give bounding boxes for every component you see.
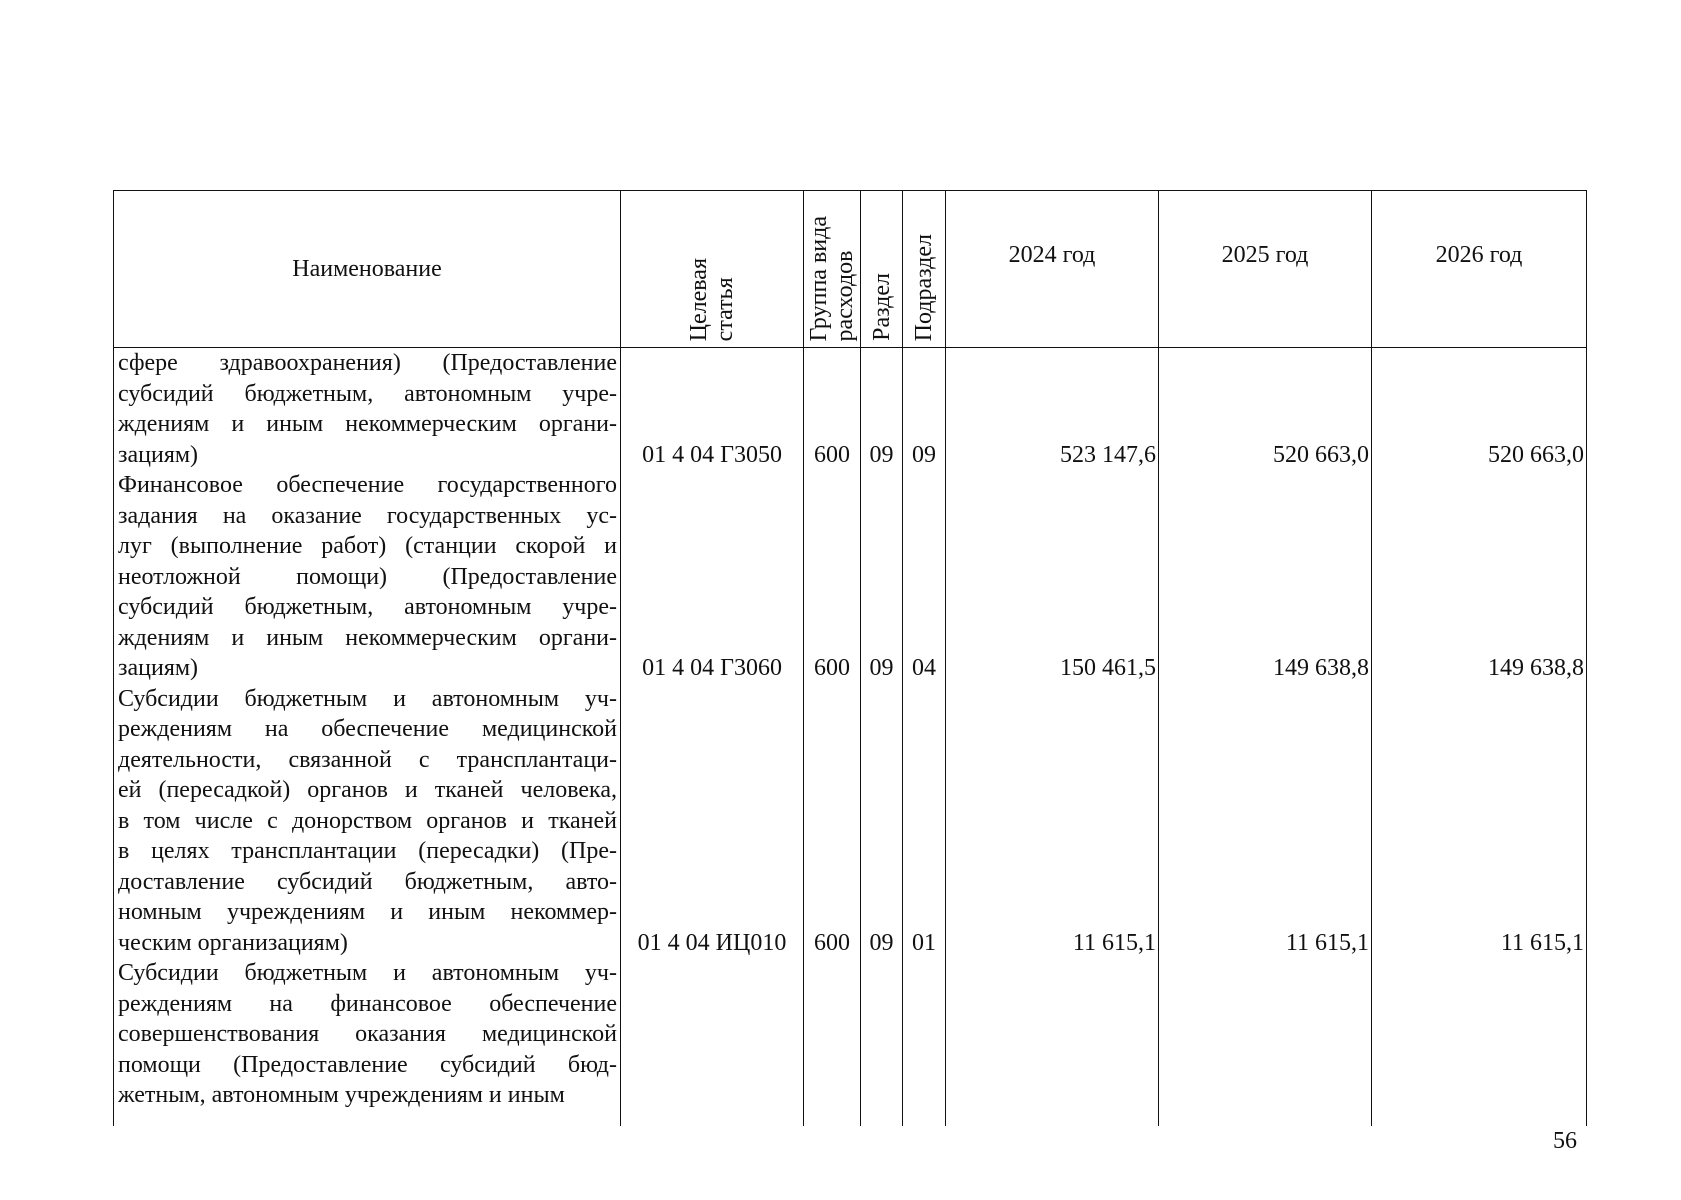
row-name-line: ждениям и иным некоммерческим органи- [118,624,617,651]
row-name-line: субсидий бюджетным, автономным учре- [118,594,617,620]
header-expense-group-line2: расходов [832,250,858,341]
row-expense-group [804,958,861,1126]
row-name-cell [114,348,621,471]
table-header-row [114,191,1587,348]
budget-table [113,190,1587,1126]
row-subsection: 09 [903,348,946,471]
row-section [861,958,903,1126]
row-value-2026: 149 638,8 [1372,470,1587,684]
header-section [861,191,903,348]
row-name-cell [114,684,621,959]
page-number: 56 [1553,1128,1577,1154]
row-value-2026 [1372,958,1587,1126]
row-name-line: реждениям на финансовое обеспечение [118,990,617,1017]
row-target-article: 01 4 04 Г3050 [621,348,804,471]
header-2025: 2025 год [1159,191,1372,348]
row-name-line: доставление субсидий бюджетным, авто- [118,868,617,895]
row-name-line: Субсидии бюджетным и автономным уч- [118,960,617,986]
row-value-2024: 11 615,1 [946,684,1159,959]
row-name-line: зациям) [118,441,199,468]
row-subsection: 01 [903,684,946,959]
header-expense-group-text [806,210,858,347]
row-value-2025 [1159,958,1372,1126]
row-section: 09 [861,348,903,471]
row-value-2025: 149 638,8 [1159,470,1372,684]
row-name-line: Финансовое обеспечение государственного [118,472,617,498]
header-target-article-text [686,252,738,347]
row-name-line: в целях трансплантации (пересадки) (Пре- [118,838,617,864]
row-name-cell [114,470,621,684]
header-2024: 2024 год [946,191,1159,348]
header-target-article [621,191,804,348]
row-value-2024 [946,958,1159,1126]
header-target-article-line2: статья [712,277,738,341]
row-name-line: совершенствования оказания медицинской [118,1021,617,1047]
row-target-article: 01 4 04 Г3060 [621,470,804,684]
row-name-line: ей (пересадкой) органов и тканей человека, [118,777,617,803]
row-target-article [621,958,804,1126]
row-section: 09 [861,470,903,684]
row-name-line: ждениям и иным некоммерческим органи- [118,411,617,437]
row-expense-group: 600 [804,348,861,471]
header-name: Наименование [114,191,621,348]
row-value-2024: 523 147,6 [946,348,1159,471]
table-row [114,348,1587,471]
row-name-line: жетным, автономным учреждениям и иным [118,1082,565,1108]
row-name-line: номным учреждениям и иным некоммер- [118,899,617,925]
table-row [114,684,1587,959]
row-value-2026: 520 663,0 [1372,348,1587,471]
header-section-text: Раздел [868,273,895,341]
row-value-2024: 150 461,5 [946,470,1159,684]
row-name-line: зациям) [118,655,199,681]
row-value-2025: 520 663,0 [1159,348,1372,471]
row-name-line: луг (выполнение работ) (станции скорой и [118,533,617,559]
row-name-line: субсидий бюджетным, автономным учре- [118,380,617,407]
row-value-2026: 11 615,1 [1372,684,1587,959]
row-subsection: 04 [903,470,946,684]
row-name-line: задания на оказание государственных ус- [118,502,617,529]
table-body [114,348,1587,1127]
header-target-article-line1: Целевая [686,257,712,341]
row-name-cell [114,958,621,1126]
row-name-line: в том числе с донорством органов и тканей [118,807,617,834]
header-expense-group [804,191,861,348]
row-value-2025: 11 615,1 [1159,684,1372,959]
row-name-line: Субсидии бюджетным и автономным уч- [118,685,617,712]
row-name-line: реждениям на обеспечение медицинской [118,716,617,742]
row-name-line: неотложной помощи) (Предоставление [118,563,617,590]
table-row [114,470,1587,684]
header-2026: 2026 год [1372,191,1587,348]
header-subsection-text: Подраздел [911,233,937,341]
row-subsection [903,958,946,1126]
row-name-line: ческим организациям) [118,929,348,956]
table-row [114,958,1587,1126]
header-expense-group-line1: Группа вида [806,215,832,341]
row-name-line: деятельности, связанной с трансплантаци- [118,746,617,773]
header-subsection [903,191,946,348]
row-section: 09 [861,684,903,959]
row-expense-group: 600 [804,684,861,959]
row-name-line: сфере здравоохранения) (Предоставление [118,350,617,376]
row-name-line: помощи (Предоставление субсидий бюд- [118,1051,617,1078]
row-target-article: 01 4 04 ИЦ010 [621,684,804,959]
row-expense-group: 600 [804,470,861,684]
